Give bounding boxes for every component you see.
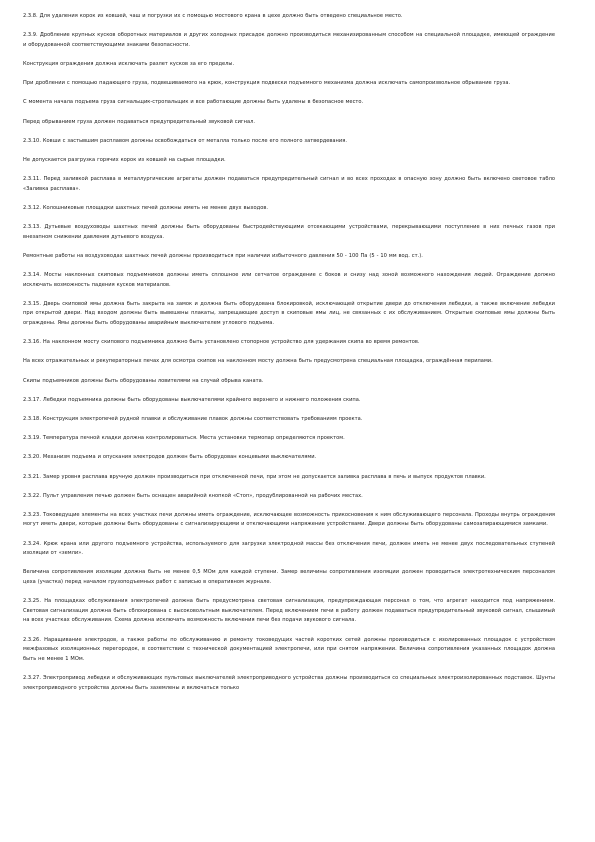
document-paragraph: 2.3.25. На площадках обслуживания электропечей должна быть предусмотрена световая сигнализация, предупреждающая персонал о том, что агрегат находится под напряжением. Световая сигнализация должна быть сблокирована с высоковольтным выключателем. Перед включением печи в работу должен подаваться предупредительный звуковой сигнал, слышимый на всех участках обслуживания. Схема должна исключать возможность включения печи без подачи звукового сигнала. bbox=[23, 598, 555, 624]
document-paragraph: Величина сопротивления изоляции должна быть не менее 0,5 МОм для каждой ступени. Замер величины сопротивления изоляции должен проводиться электротехническим персоналом цеха (участка) перед началом грузоподъемных работ с записью в оперативном журнале. bbox=[23, 569, 555, 586]
document-paragraph: 2.3.27. Электропривод лебедки и обслуживающих пультовых выключателей электроприводного устройства должны производиться со специальных электроизолированных подставок. Шунты электроприводного устройства должны быть заземлены и включаться только bbox=[23, 674, 555, 691]
document-paragraph: 2.3.15. Дверь скиповой ямы должна быть закрыта на замок и должна быть оборудована блокировкой, исключающей открытие двери до отключения лебедки, а также включение лебедки при открытой двери. Над входом должны быть вывешены плакаты, запрещающие доступ в скиповые ямы лиц, не связанных с их обслуживанием. Открытые скиповые ямы должны быть ограждены. Ямы должны быть оборудованы аварийным выключателем углового подъема. bbox=[23, 300, 555, 326]
document-paragraph: 2.3.11. Перед заливкой расплава в металлургические агрегаты должен подаваться предупредительный сигнал и во всех проходах в опасную зону должно быть включено световое табло «Заливка расплава». bbox=[23, 176, 555, 192]
document-paragraph: На всех отражательных и рекуператорных печах для осмотра скипов на наклонном мосту должна быть предусмотрена специальная площадка, ограждённая перилами. bbox=[23, 358, 493, 365]
document-paragraph: 2.3.14. Мосты наклонных скиповых подъемников должны иметь сплошное или сетчатое ограждение с боков и снизу над зоной возможного нахождения людей. Ограждение должно исключать возможность падения кусков материалов. bbox=[23, 272, 555, 288]
document-paragraph: 2.3.13. Дутьевые воздуховоды шахтных печей должны быть оборудованы быстродействующими отсекающими устройствами, перекрывающими поступление в них печных газов при внезапном снижении давления дутьевого воздуха. bbox=[23, 224, 555, 240]
document-paragraph: Скипы подъемников должны быть оборудованы ловителями на случай обрыва каната. bbox=[23, 377, 264, 384]
document-paragraph: Не допускается разгрузка горячих корок из ковшей на сырые площадки. bbox=[23, 156, 226, 163]
document-paragraph: 2.3.17. Лебедки подъемника должны быть оборудованы выключателями крайнего верхнего и нижнего положения скипа. bbox=[23, 396, 361, 403]
document-paragraph: Конструкция ограждения должна исключать разлет кусков за его пределы. bbox=[23, 60, 235, 67]
document-paragraph: 2.3.24. Крюк крана или другого подъемного устройства, используемого для загрузки электродной массы без отключения печи, должен иметь не менее двух последовательных ступеней изоляции от «земли». bbox=[23, 540, 555, 557]
document-paragraph: 2.3.19. Температура печной кладки должна контролироваться. Места установки термопар определяются проектом. bbox=[23, 435, 345, 442]
document-paragraph: 2.3.10. Ковши с застывшим расплавом должны освобождаться от металла только после его полного затвердевания. bbox=[23, 137, 347, 144]
document-paragraph: С момента начала подъема груза сигнальщик-стропальщик и все работающие должны быть удалены в безопасное место. bbox=[23, 99, 364, 106]
document-paragraph: 2.3.23. Токоведущие элементы на всех участках печи должны иметь ограждение, исключающее возможность прикосновения к ним обслуживающего персонала. Проходы внутрь ограждения могут иметь двери, которые должны быть оборудованы с сигнализирующими и отключающими напряжение устройствами. Двери должны быть оборудованы самозапирающимися замками. bbox=[23, 511, 555, 528]
document-paragraph: При дроблении с помощью падающего груза, подвешиваемого на крюк, конструкция подвески подъемного механизма должна исключать самопроизвольное обрывание груза. bbox=[23, 80, 511, 87]
document-paragraph: Ремонтные работы на воздуховодах шахтных печей должны производиться при наличии избыточного давления 50 - 100 Па (5 - 10 мм вод. ст.). bbox=[23, 252, 423, 259]
document-paragraph: 2.3.16. На наклонном мосту скипового подъемника должно быть установлено стопорное устройство для удержания скипа во время ремонтов. bbox=[23, 339, 420, 346]
document-paragraph: 2.3.26. Наращивание электродов, а также работы по обслуживанию и ремонту токоведущих частей коротких сетей должны производиться с изолированных площадок с устройством межфазовых изоляционных перегородок, в соответствии с технической документацией электропечи, или при снятом напряжении. Величина сопротивления указанных площадок должна быть не менее 1 МОм. bbox=[23, 636, 555, 662]
document-paragraph: 2.3.20. Механизм подъема и опускания электродов должен быть оборудован концевыми выключателями. bbox=[23, 454, 317, 461]
document-paragraph: Перед обрыванием груза должен подаваться предупредительный звуковой сигнал. bbox=[23, 118, 256, 125]
document-paragraph: 2.3.18. Конструкция электропечей рудной плавки и обслуживание плавок должны соответствовать требованиям проекта. bbox=[23, 415, 363, 422]
document-paragraph: 2.3.12. Колошниковые площадки шахтных печей должны иметь не менее двух выходов. bbox=[23, 204, 269, 211]
document-paragraph: 2.3.8. Для удаления корок из ковшей, чаш и погрузки их с помощью мостового крана в цехе должно быть отведено специальное место. bbox=[23, 13, 403, 19]
document-paragraph: 2.3.21. Замер уровня расплава вручную должен производиться при отключенной печи, при этом не допускается заливка расплава в печь и выпуск продуктов плавки. bbox=[23, 473, 486, 480]
document-paragraph: 2.3.22. Пульт управления печью должен быть оснащен аварийной кнопкой «Стоп», продублированной на рабочих местах. bbox=[23, 492, 363, 499]
document-paragraph: 2.3.9. Дробление крупных кусков оборотных материалов и других холодных присадок должно производиться механизированным способом на специальной площадке, имеющей ограждение и оборудованной соответствующими знаками безопасности. bbox=[23, 32, 555, 48]
